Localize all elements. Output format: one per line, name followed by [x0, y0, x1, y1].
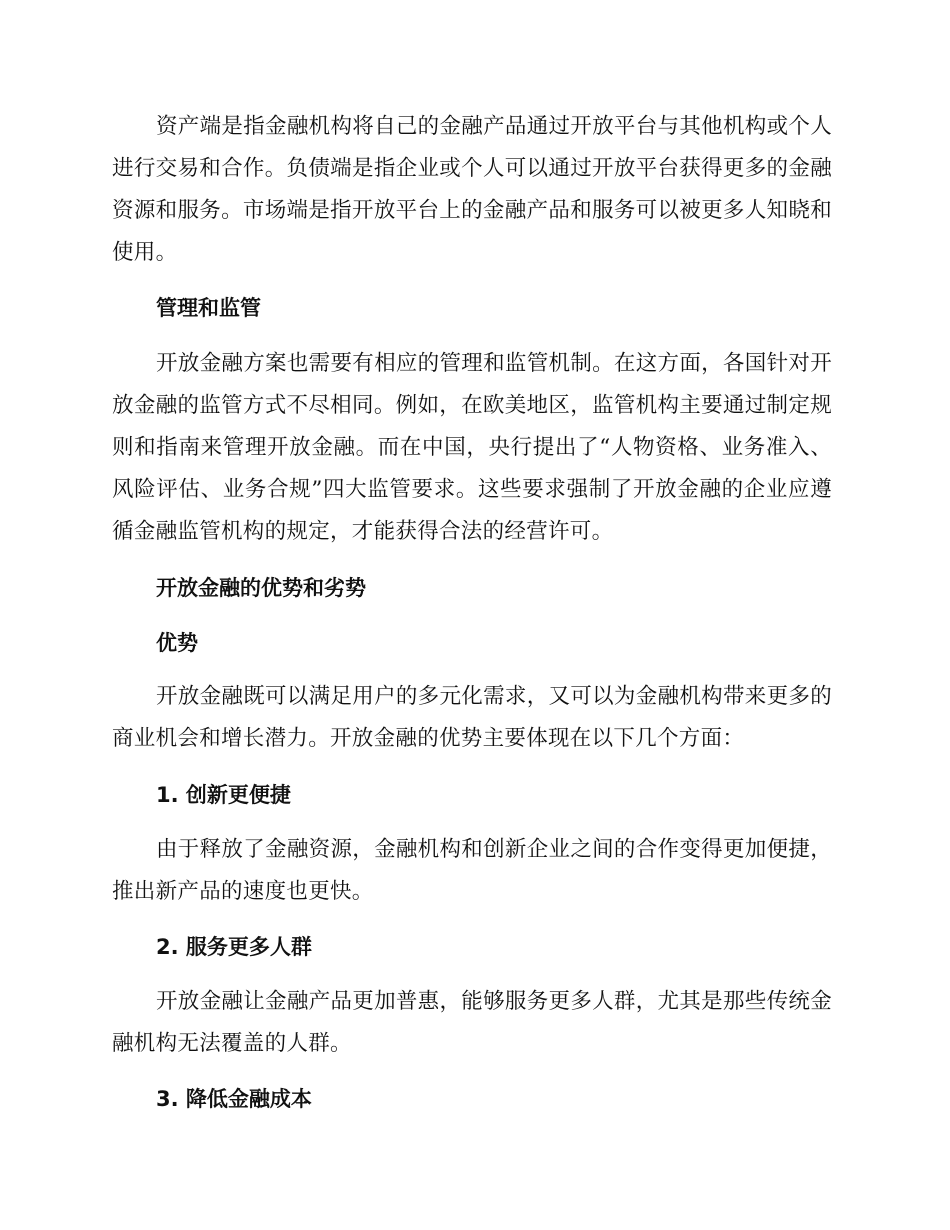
paragraph-innovation: 由于释放了金融资源，金融机构和创新企业之间的合作变得更加便捷，推出新产品的速度也更快。 [112, 837, 832, 904]
heading-item-lower-cost: 3. 降低金融成本 [156, 1087, 312, 1111]
heading-pros-and-cons: 开放金融的优势和劣势 [156, 576, 366, 600]
heading-item-serve-more-people: 2. 服务更多人群 [156, 935, 312, 959]
paragraph-inclusive: 开放金融让金融产品更加普惠，能够服务更多人群，尤其是那些传统金融机构无法覆盖的人群。 [112, 989, 832, 1056]
paragraph-asset-liability-market: 资产端是指金融机构将自己的金融产品通过开放平台与其他机构或个人进行交易和合作。负债端是指企业或个人可以通过开放平台获得更多的金融资源和服务。市场端是指开放平台上的金融产品和服务可以被更多人知晓和使用。 [112, 114, 832, 265]
heading-advantages: 优势 [156, 631, 198, 655]
heading-item-innovation: 1. 创新更便捷 [156, 783, 291, 807]
paragraph-regulation: 开放金融方案也需要有相应的管理和监管机制。在这方面，各国针对开放金融的监管方式不尽相同。例如，在欧美地区，监管机构主要通过制定规则和指南来管理开放金融。而在中国，央行提出了“人物资格、业务准入、风险评估、业务合规”四大监管要求。这些要求强制了开放金融的企业应遵循金融监管机构的规定，才能获得合法的经营许可。 [112, 351, 832, 544]
paragraph-advantages-intro: 开放金融既可以满足用户的多元化需求，又可以为金融机构带来更多的商业机会和增长潜力。开放金融的优势主要体现在以下几个方面： [112, 684, 832, 751]
heading-management-regulation: 管理和监管 [156, 296, 261, 320]
